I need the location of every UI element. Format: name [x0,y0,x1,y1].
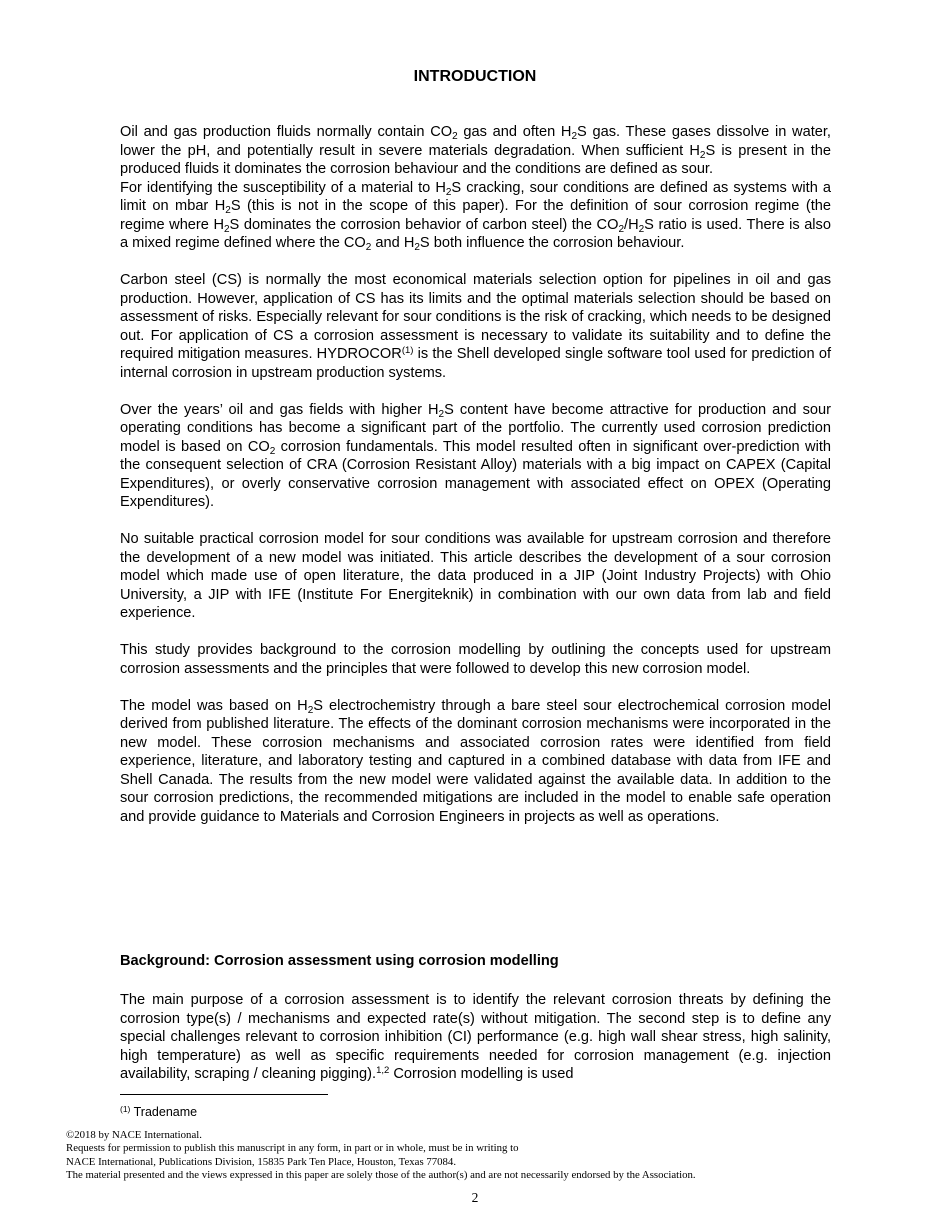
copyright-line: Requests for permission to publish this manuscript in any form, in part or in whole, must be in writing to [66,1142,519,1155]
paragraph: For identifying the susceptibility of a material to $H_2S$ cracking, sour conditions are defined as systems with a limit on mbar $H_2S$ (this is not in the scope of this paper). For the definition of sour corrosion regime (the regime where $H_2S$ dominates the corrosion behavior of carbon steel) the $CO_2/H_2S$ ratio is used. There is also a mixed regime defined where the $CO_2$ and $H_2S$ both influence the corrosion behaviour. [120,179,831,253]
copyright-line: The material presented and the views expressed in this paper are solely those of the author(s) and are not necessarily endorsed by the Association. [66,1169,696,1182]
paragraph: Over the years’ oil and gas fields with higher $H_2S$ content have become attractive for production and sour operating conditions has become a significant part of the portfolio. The currently used corrosion prediction model is based on $CO_2$ corrosion fundamentals. This model resulted often in significant over-prediction with the consequent selection of CRA (Corrosion Resistant Alloy) materials with a big impact on CAPEX (Capital Expenditures), or overly conservative corrosion management with associated effect on OPEX (Operating Expenditures). [120,401,831,510]
paragraph: No suitable practical corrosion model for sour conditions was available for upstream corrosion and therefore the development of a new model was initiated. This article describes the development of a sour corrosion model which made use of open literature, the data produced in a JIP (Joint Industry Projects) with Ohio University, a JIP with IFE (Institute For Energiteknik) in combination with our own data from lab and field experience. [120,531,831,621]
footnote [120,1105,197,1119]
copyright-line: NACE International, Publications Division, 15835 Park Ten Place, Houston, Texas 77084. [66,1155,457,1168]
footnote-text: Tradename [133,1105,198,1119]
copyright-line: ©2018 by NACE International. [66,1129,202,1141]
paragraph: This study provides background to the corrosion modelling by outlining the concepts used for upstream corrosion assessments and the principles that were followed to develop this new corrosion model. [120,642,831,677]
background-body [120,991,831,1084]
copyright-notice [66,1129,696,1183]
page-number: 2 [471,1190,479,1205]
page-title: INTRODUCTION [413,68,537,85]
footnote-divider [120,1094,328,1095]
paragraph: Oil and gas production fluids normally contain $CO_2$ gas and often $H_2S$ gas. These gases dissolve in water, lower the pH, and potentially result in severe materials degradation. When sufficient $H_2S$ is present in the produced fluids it dominates the corrosion behaviour and the conditions are defined as sour. [120,124,831,177]
introduction-body [120,123,831,826]
section-heading: Background: Corrosion assessment using corrosion modelling [120,953,559,969]
paragraph: The model was based on $H_2S$ electrochemistry through a bare steel sour electrochemical corrosion model derived from published literature. The effects of the dominant corrosion mechanisms were incorporated in the new model. These corrosion mechanisms and associated corrosion rates were identified from field experience, literature, and laboratory testing and captured in a combined database with data from IFE and Shell Canada. The results from the new model were validated against the available data. In addition to the sour corrosion predictions, the recommended mitigations are included in the model to enable safe operation and provide guidance to Materials and Corrosion Engineers in projects as well as operations. [120,697,831,825]
footnote-marker: (1) [120,1104,131,1114]
paragraph: Carbon steel (CS) is normally the most economical materials selection option for pipelines in oil and gas production. However, application of CS has its limits and the optimal materials selection should be based on assessment of risks. Especially relevant for sour conditions is the risk of cracking, which needs to be designed out. For application of CS a corrosion assessment is necessary to validate its suitability and to define the required mitigation measures. HYDROCOR$^{(1)}$ is the Shell developed single software tool used for prediction of internal corrosion in upstream production systems. [120,272,831,381]
paragraph: The main purpose of a corrosion assessment is to identify the relevant corrosion threats by defining the corrosion type(s) / mechanisms and expected rate(s) without mitigation. The second step is to define any special challenges relevant to corrosion inhibition (CI) performance (e.g. high wall shear stress, high salinity, high temperature) as well as specific requirements needed for corrosion management (e.g. injection availability, scraping / cleaning pigging).$^{1,2}$ Corrosion modelling is used [120,992,831,1082]
